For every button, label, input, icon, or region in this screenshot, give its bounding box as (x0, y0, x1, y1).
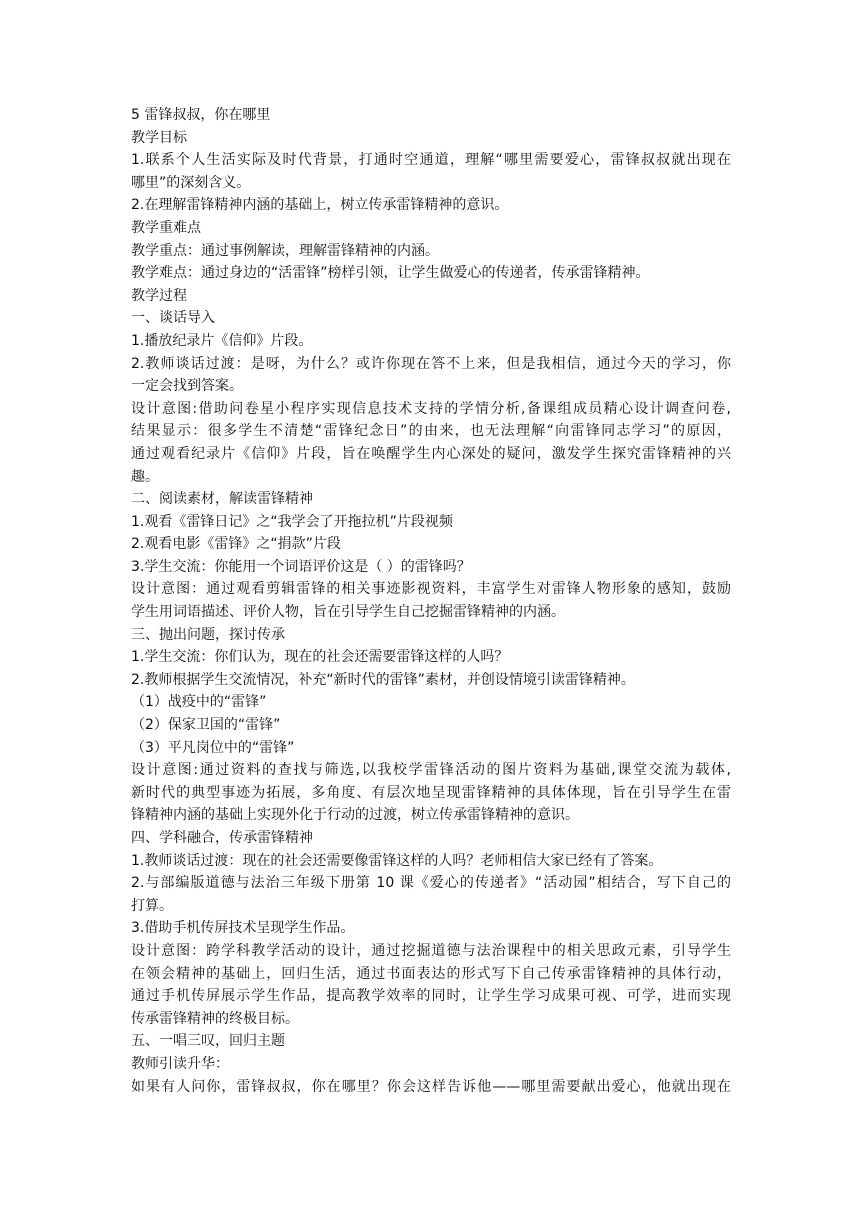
paragraph-line: 2.与部编版道德与法治三年级下册第 10 课《爱心的传递者》“活动园”相结合，写下自己的 (131, 875, 731, 892)
paragraph-line: 设计意图:借助问卷星小程序实现信息技术支持的学情分析,备课组成员精心设计调查问卷, (131, 400, 731, 417)
section-heading: 教学过程 (131, 287, 187, 304)
paragraph-line: 传承雷锋精神的终极目标。 (131, 1010, 299, 1027)
paragraph-line: 一定会找到答案。 (131, 378, 243, 395)
paragraph-line: 如果有人问你，雷锋叔叔，你在哪里？你会这样告诉他——哪里需要献出爱心，他就出现在 (131, 1078, 731, 1095)
section-heading: 教学重难点 (131, 219, 201, 236)
list-item: （1）战疫中的“雷锋” (131, 694, 267, 711)
paragraph-line: 2.教师根据学生交流情况，补充“新时代的雷锋”素材，并创设情境引读雷锋精神。 (131, 671, 635, 688)
document-title: 5 雷锋叔叔，你在哪里 (131, 107, 271, 123)
section-heading: 三、抛出问题，探讨传承 (131, 626, 285, 643)
paragraph-line: 2.观看电影《雷锋》之“捐款”片段 (131, 536, 341, 553)
paragraph-line: 3.借助手机传屏技术呈现学生作品。 (131, 920, 355, 937)
paragraph-line: 教学重点：通过事例解读，理解雷锋精神的内涵。 (131, 242, 439, 259)
paragraph-line: 在领会精神的基础上，回归生活，通过书面表达的形式写下自己传承雷锋精神的具体行动， (131, 965, 731, 982)
paragraph-line: 锋精神内涵的基础上实现外化于行动的过渡，树立传承雷锋精神的意识。 (131, 807, 579, 824)
paragraph-line: 设计意图：跨学科教学活动的设计，通过挖掘道德与法治课程中的相关思政元素，引导学生 (131, 942, 731, 959)
paragraph-line: 打算。 (131, 897, 173, 914)
paragraph-line: 教师引读升华： (131, 1055, 229, 1072)
list-item: （3）平凡岗位中的“雷锋” (131, 739, 295, 756)
list-item: （2）保家卫国的“雷锋” (131, 717, 281, 734)
paragraph-line: 3.学生交流：你能用一个词语评价这是（ ）的雷锋吗？ (131, 558, 471, 575)
paragraph-line: 趣。 (131, 468, 159, 485)
section-heading: 一、谈话导入 (131, 310, 215, 327)
section-heading: 二、阅读素材，解读雷锋精神 (131, 491, 313, 508)
paragraph-line: 1.观看《雷锋日记》之“我学会了开拖拉机”片段视频 (131, 513, 453, 530)
paragraph-line: 哪里”的深刻含义。 (131, 174, 251, 191)
section-heading: 五、一唱三叹，回归主题 (131, 1033, 285, 1050)
paragraph-line: 1.学生交流：你们认为，现在的社会还需要雷锋这样的人吗？ (131, 649, 509, 666)
section-heading: 教学目标 (131, 129, 187, 146)
paragraph-line: 教学难点：通过身边的“活雷锋”榜样引领，让学生做爱心的传递者，传承雷锋精神。 (131, 265, 650, 282)
paragraph-line: 2.在理解雷锋精神内涵的基础上，树立传承雷锋精神的意识。 (131, 197, 509, 214)
paragraph-line: 2.教师谈话过渡：是呀，为什么？或许你现在答不上来，但是我相信，通过今天的学习，你 (131, 355, 731, 372)
paragraph-line: 通过手机传屏展示学生作品，提高教学效率的同时，让学生学习成果可视、可学，进而实现 (131, 988, 731, 1005)
paragraph-line: 新时代的典型事迹为拓展，多角度、有层次地呈现雷锋精神的具体体现，旨在引导学生在雷 (131, 784, 731, 801)
paragraph-line: 结果显示：很多学生不清楚“雷锋纪念日”的由来，也无法理解“向雷锋同志学习”的原因， (131, 423, 731, 440)
paragraph-line: 1.播放纪录片《信仰》片段。 (131, 332, 313, 349)
paragraph-line: 设计意图：通过观看剪辑雷锋的相关事迹影视资料，丰富学生对雷锋人物形象的感知，鼓励 (131, 581, 731, 598)
paragraph-line: 1.教师谈话过渡：现在的社会还需要像雷锋这样的人吗？老师相信大家已经有了答案。 (131, 852, 663, 869)
document-body (131, 104, 731, 1098)
paragraph-line: 1.联系个人生活实际及时代背景，打通时空通道，理解“哪里需要爱心，雷锋叔叔就出现在 (131, 152, 731, 169)
section-heading: 四、学科融合，传承雷锋精神 (131, 830, 313, 846)
paragraph-line: 学生用词语描述、评价人物，旨在引导学生自己挖掘雷锋精神的内涵。 (131, 604, 565, 621)
paragraph-line: 设计意图:通过资料的查找与筛选,以我校学雷锋活动的图片资料为基础,课堂交流为载体, (131, 762, 731, 779)
paragraph-line: 通过观看纪录片《信仰》片段，旨在唤醒学生内心深处的疑问，激发学生探究雷锋精神的兴 (131, 445, 731, 462)
